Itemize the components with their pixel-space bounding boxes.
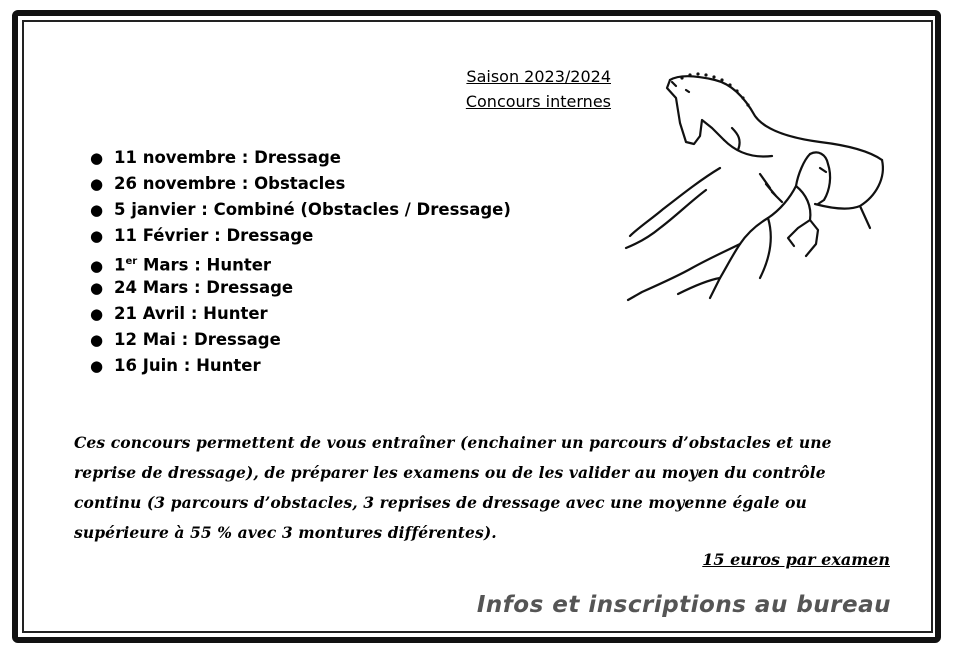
- event-list: [90, 145, 511, 379]
- list-item: ● 26 novembre : Obstacles: [90, 174, 346, 193]
- competition-subtitle: Concours internes: [465, 92, 611, 111]
- description: Ces concours permettent de vous entraîner (enchainer un parcours d’obstacles et une reprise de dressage), de préparer les examens ou de les valider au moyen du contrôle continu (3 parcours d’obstacles, 3 reprises de dressage avec une moyenne égale ou supérieure à 55 % avec 3 montures différentes).: [74, 433, 832, 542]
- season-title: Saison 2023/2024: [466, 67, 611, 86]
- list-item: ● 5 janvier : Combiné (Obstacles / Dressage): [90, 200, 511, 219]
- list-item: ● 16 Juin : Hunter: [90, 356, 261, 375]
- header: [466, 64, 611, 114]
- price-note: 15 euros par examen: [702, 550, 890, 569]
- list-item: ● 1er Mars : Hunter: [90, 255, 272, 275]
- list-item: ● 11 novembre : Dressage: [90, 148, 341, 167]
- list-item: ● 12 Mai : Dressage: [90, 330, 281, 349]
- list-item: ● 24 Mars : Dressage: [90, 278, 294, 297]
- horses-illustration-icon: [620, 68, 890, 303]
- list-item: ● 11 Février : Dressage: [90, 226, 314, 245]
- list-item: ● 21 Avril : Hunter: [90, 304, 268, 323]
- info-footer: Infos et inscriptions au bureau: [476, 592, 891, 618]
